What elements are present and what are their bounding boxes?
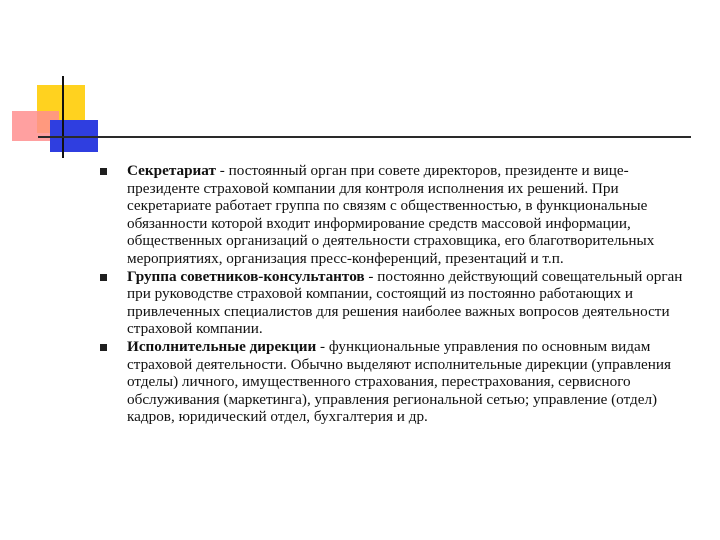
bullet-term: Группа советников-консультантов xyxy=(127,267,365,285)
bullet-term: Секретариат xyxy=(127,162,216,179)
bullet-text: - функциональные управления по основным видам страховой деятельности. Обычно выделяют исполнительные дирекции (управления отделы) личного, имущественного страхования, перестрахования, сервисного обслуживания (маркетинга), управления региональной сетью; управление (отдел) кадров, юридический отдел, бухгалтерия и др. xyxy=(127,337,672,426)
title-divider-line xyxy=(38,136,691,138)
slide-content xyxy=(100,162,700,426)
bullet-text: - постоянный орган при совете директоров, президенте и вице-президенте страховой компании для контроля исполнения их решений. При секретариате работает группа по связям с общественностью, в функциональные обязанности которой входит информирование средств массовой информации, общественных организаций о деятельности страховщика, его благотворительных мероприятиях, организация пресс-конференций, презентаций и т.п. xyxy=(127,162,655,267)
square-bullet-icon xyxy=(100,168,107,175)
bullet-item-executive-directorates xyxy=(100,338,700,426)
square-bullet-icon xyxy=(100,344,107,351)
decorative-vertical-line xyxy=(62,76,64,158)
bullet-list xyxy=(100,162,700,426)
bullet-item-advisors-group xyxy=(100,268,700,338)
bullet-text: - постоянно действующий совещательный орган при руководстве страховой компании, состоящий из постоянно работающих и привлеченных специалистов для решения наиболее важных вопросов деятельности страховой компании. xyxy=(127,267,683,338)
square-bullet-icon xyxy=(100,274,107,281)
bullet-item-secretariat xyxy=(100,162,700,268)
bullet-term: Исполнительные дирекции xyxy=(127,337,317,355)
